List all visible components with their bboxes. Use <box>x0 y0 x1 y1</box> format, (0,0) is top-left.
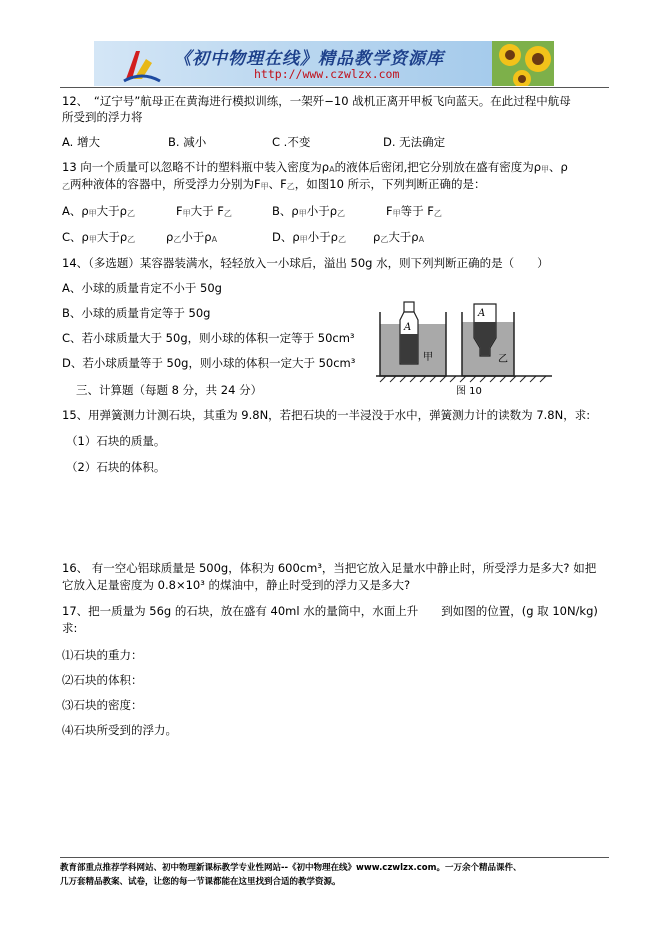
q13-line1: 13 向一个质量可以忽略不计的塑料瓶中装入密度为$\rho_A$的液体后密闭,把它分别放在盛有密度为$\rho_甲$、ρ <box>62 160 568 174</box>
header-divider <box>60 87 609 88</box>
header-banner <box>94 41 554 86</box>
figure-label-a-left: A <box>404 322 412 333</box>
q15-part-1: （1）石块的质量。 <box>66 434 166 448</box>
q17-part-3: ⑶石块的密度： <box>62 698 143 712</box>
q16-line2: 它放入足量密度为 0.8×10³ 的煤油中，静止时受到的浮力又是多大? <box>62 578 411 592</box>
q15-stem: 15、用弹簧测力计测石块，其重为 9.8N，若把石块的一半浸没于水中，弹簧测力计的读数为 7.8N，求: <box>62 408 591 422</box>
q13-option-b-2: $F_甲$等于 $F_乙$ <box>386 204 442 218</box>
q15-part-2: （2）石块的体积。 <box>66 460 166 474</box>
figure-label-jia: 甲 <box>423 352 433 363</box>
q17-part-4: ⑷石块所受到的浮力。 <box>62 723 177 737</box>
q13-option-a-2: $F_甲$大于 $F_乙$ <box>176 204 232 218</box>
q13-option-d-2: $\rho_乙$大于$\rho_A$ <box>373 230 425 244</box>
q14-option-a: A、小球的质量肯定不小于 50g <box>62 281 222 295</box>
figure-label-yi: 乙 <box>498 354 508 365</box>
q17-line2: 求: <box>62 621 78 635</box>
q12-option-c: C .不变 <box>272 135 311 149</box>
q14-option-d: D、若小球质量等于 50g，则小球的体积一定大于 50cm³ <box>62 356 356 370</box>
q12-line1: 12、 “辽宁号”航母正在黄海进行模拟训练，一架歼−10 战机正离开甲板飞向蓝天。在此过程中航母 <box>62 94 571 108</box>
footer-divider <box>60 857 609 858</box>
q16-line1: 16、 有一空心铝球质量是 500g，体积为 600cm³，当把它放入足量水中静止时，所受浮力是多大? 如把 <box>62 561 597 575</box>
banner-url: http://www.czwlzx.com <box>254 67 400 81</box>
section-3-title: 三、计算题（每题 8 分，共 24 分） <box>76 383 263 397</box>
q12-option-b: B. 减小 <box>168 135 207 149</box>
q14-option-c: C、若小球质量大于 50g，则小球的体积一定等于 50cm³ <box>62 331 355 345</box>
footer-line2: 几万套精品教案、试卷，让您的每一节课都能在这里找到合适的教学资源。 <box>60 877 341 887</box>
q13-line2: $_乙$两种液体的容器中，所受浮力分别为$F_甲$、$F_乙$，如图10 所示，下列判断正确的是： <box>62 177 486 191</box>
figure-caption: 图 10 <box>456 386 482 396</box>
q12-line2: 所受到的浮力将 <box>62 110 143 124</box>
figure-label-a-right: A <box>478 308 486 319</box>
q17-line1: 17、把一质量为 56g 的石块，放在盛有 40ml 水的量筒中，水面上升 到如图的位置，(g 取 10N/kg) <box>62 604 598 618</box>
q17-part-2: ⑵石块的体积： <box>62 673 143 687</box>
q17-part-1: ⑴石块的重力： <box>62 648 143 662</box>
q12-option-a: A. 增大 <box>62 135 100 149</box>
q12-option-d: D. 无法确定 <box>383 135 446 149</box>
q13-option-b-1: B、$\rho_甲$小于$\rho_乙$ <box>272 204 346 218</box>
q13-option-c-2: $\rho_乙$小于$\rho_A$ <box>166 230 218 244</box>
q13-option-c-1: C、$\rho_甲$大于$\rho_乙$ <box>62 230 136 244</box>
sunflower-icon <box>492 41 554 86</box>
q13-option-d-1: D、$\rho_甲$小于$\rho_乙$ <box>272 230 346 244</box>
logo-icon <box>122 45 162 83</box>
footer-line1: 教育部重点推荐学科网站、初中物理新课标教学专业性网站--《初中物理在线》www.czwlzx.com。一万余个精品课件、 <box>60 863 522 873</box>
figure-10 <box>376 298 562 396</box>
q14-option-b: B、小球的质量肯定等于 50g <box>62 306 211 320</box>
banner-title: 《初中物理在线》精品教学资源库 <box>174 49 444 69</box>
q13-option-a-1: A、$\rho_甲$大于$\rho_乙$ <box>62 204 135 218</box>
q14-stem: 14、（多选题）某容器装满水，轻轻放入一小球后，溢出 50g 水，则下列判断正确的是（ ） <box>62 256 549 270</box>
